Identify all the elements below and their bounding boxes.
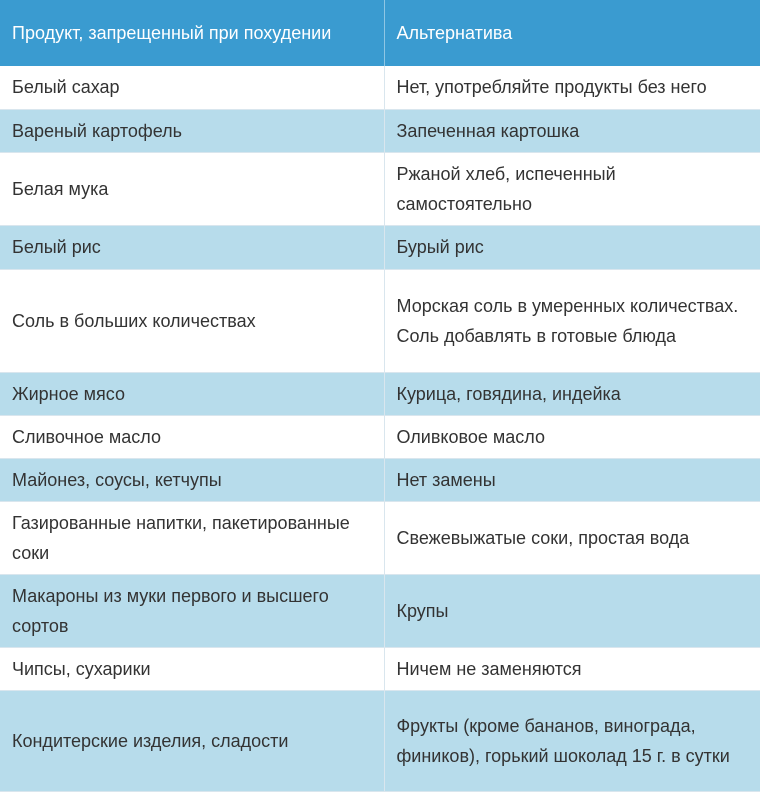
cell-alternative: Фрукты (кроме бананов, винограда, фиников), горький шоколад 15 г. в сутки [384,690,760,791]
cell-product: Майонез, соусы, кетчупы [0,458,384,501]
table-row [0,458,760,501]
cell-product: Белая мука [0,152,384,225]
cell-alternative: Ржаной хлеб, испеченный самостоятельно [384,152,760,225]
table-row [0,647,760,690]
cell-product: Кондитерские изделия, сладости [0,690,384,791]
table-header [0,0,760,66]
table-row [0,269,760,372]
table-row [0,109,760,152]
header-alternative: Альтернатива [384,0,760,66]
cell-alternative: Нет, употребляйте продукты без него [384,66,760,109]
cell-product: Белый рис [0,225,384,269]
cell-product: Белый сахар [0,66,384,109]
table-row [0,152,760,225]
table-body [0,66,760,791]
table-row [0,690,760,791]
cell-product: Жирное мясо [0,372,384,415]
cell-product: Чипсы, сухарики [0,647,384,690]
header-forbidden-product: Продукт, запрещенный при похудении [0,0,384,66]
cell-alternative: Свежевыжатые соки, простая вода [384,501,760,574]
table-row [0,574,760,647]
cell-alternative: Бурый рис [384,225,760,269]
cell-alternative: Морская соль в умеренных количествах. Соль добавлять в готовые блюда [384,269,760,372]
cell-alternative: Крупы [384,574,760,647]
table-row [0,501,760,574]
cell-alternative: Нет замены [384,458,760,501]
cell-alternative: Оливковое масло [384,415,760,458]
cell-alternative: Ничем не заменяются [384,647,760,690]
cell-product: Соль в больших количествах [0,269,384,372]
table-row [0,225,760,269]
cell-product: Вареный картофель [0,109,384,152]
table-row [0,66,760,109]
table-row [0,372,760,415]
cell-product: Газированные напитки, пакетированные соки [0,501,384,574]
cell-product: Сливочное масло [0,415,384,458]
cell-alternative: Запеченная картошка [384,109,760,152]
table-row [0,415,760,458]
cell-product: Макароны из муки первого и высшего сортов [0,574,384,647]
header-row [0,0,760,66]
cell-alternative: Курица, говядина, индейка [384,372,760,415]
